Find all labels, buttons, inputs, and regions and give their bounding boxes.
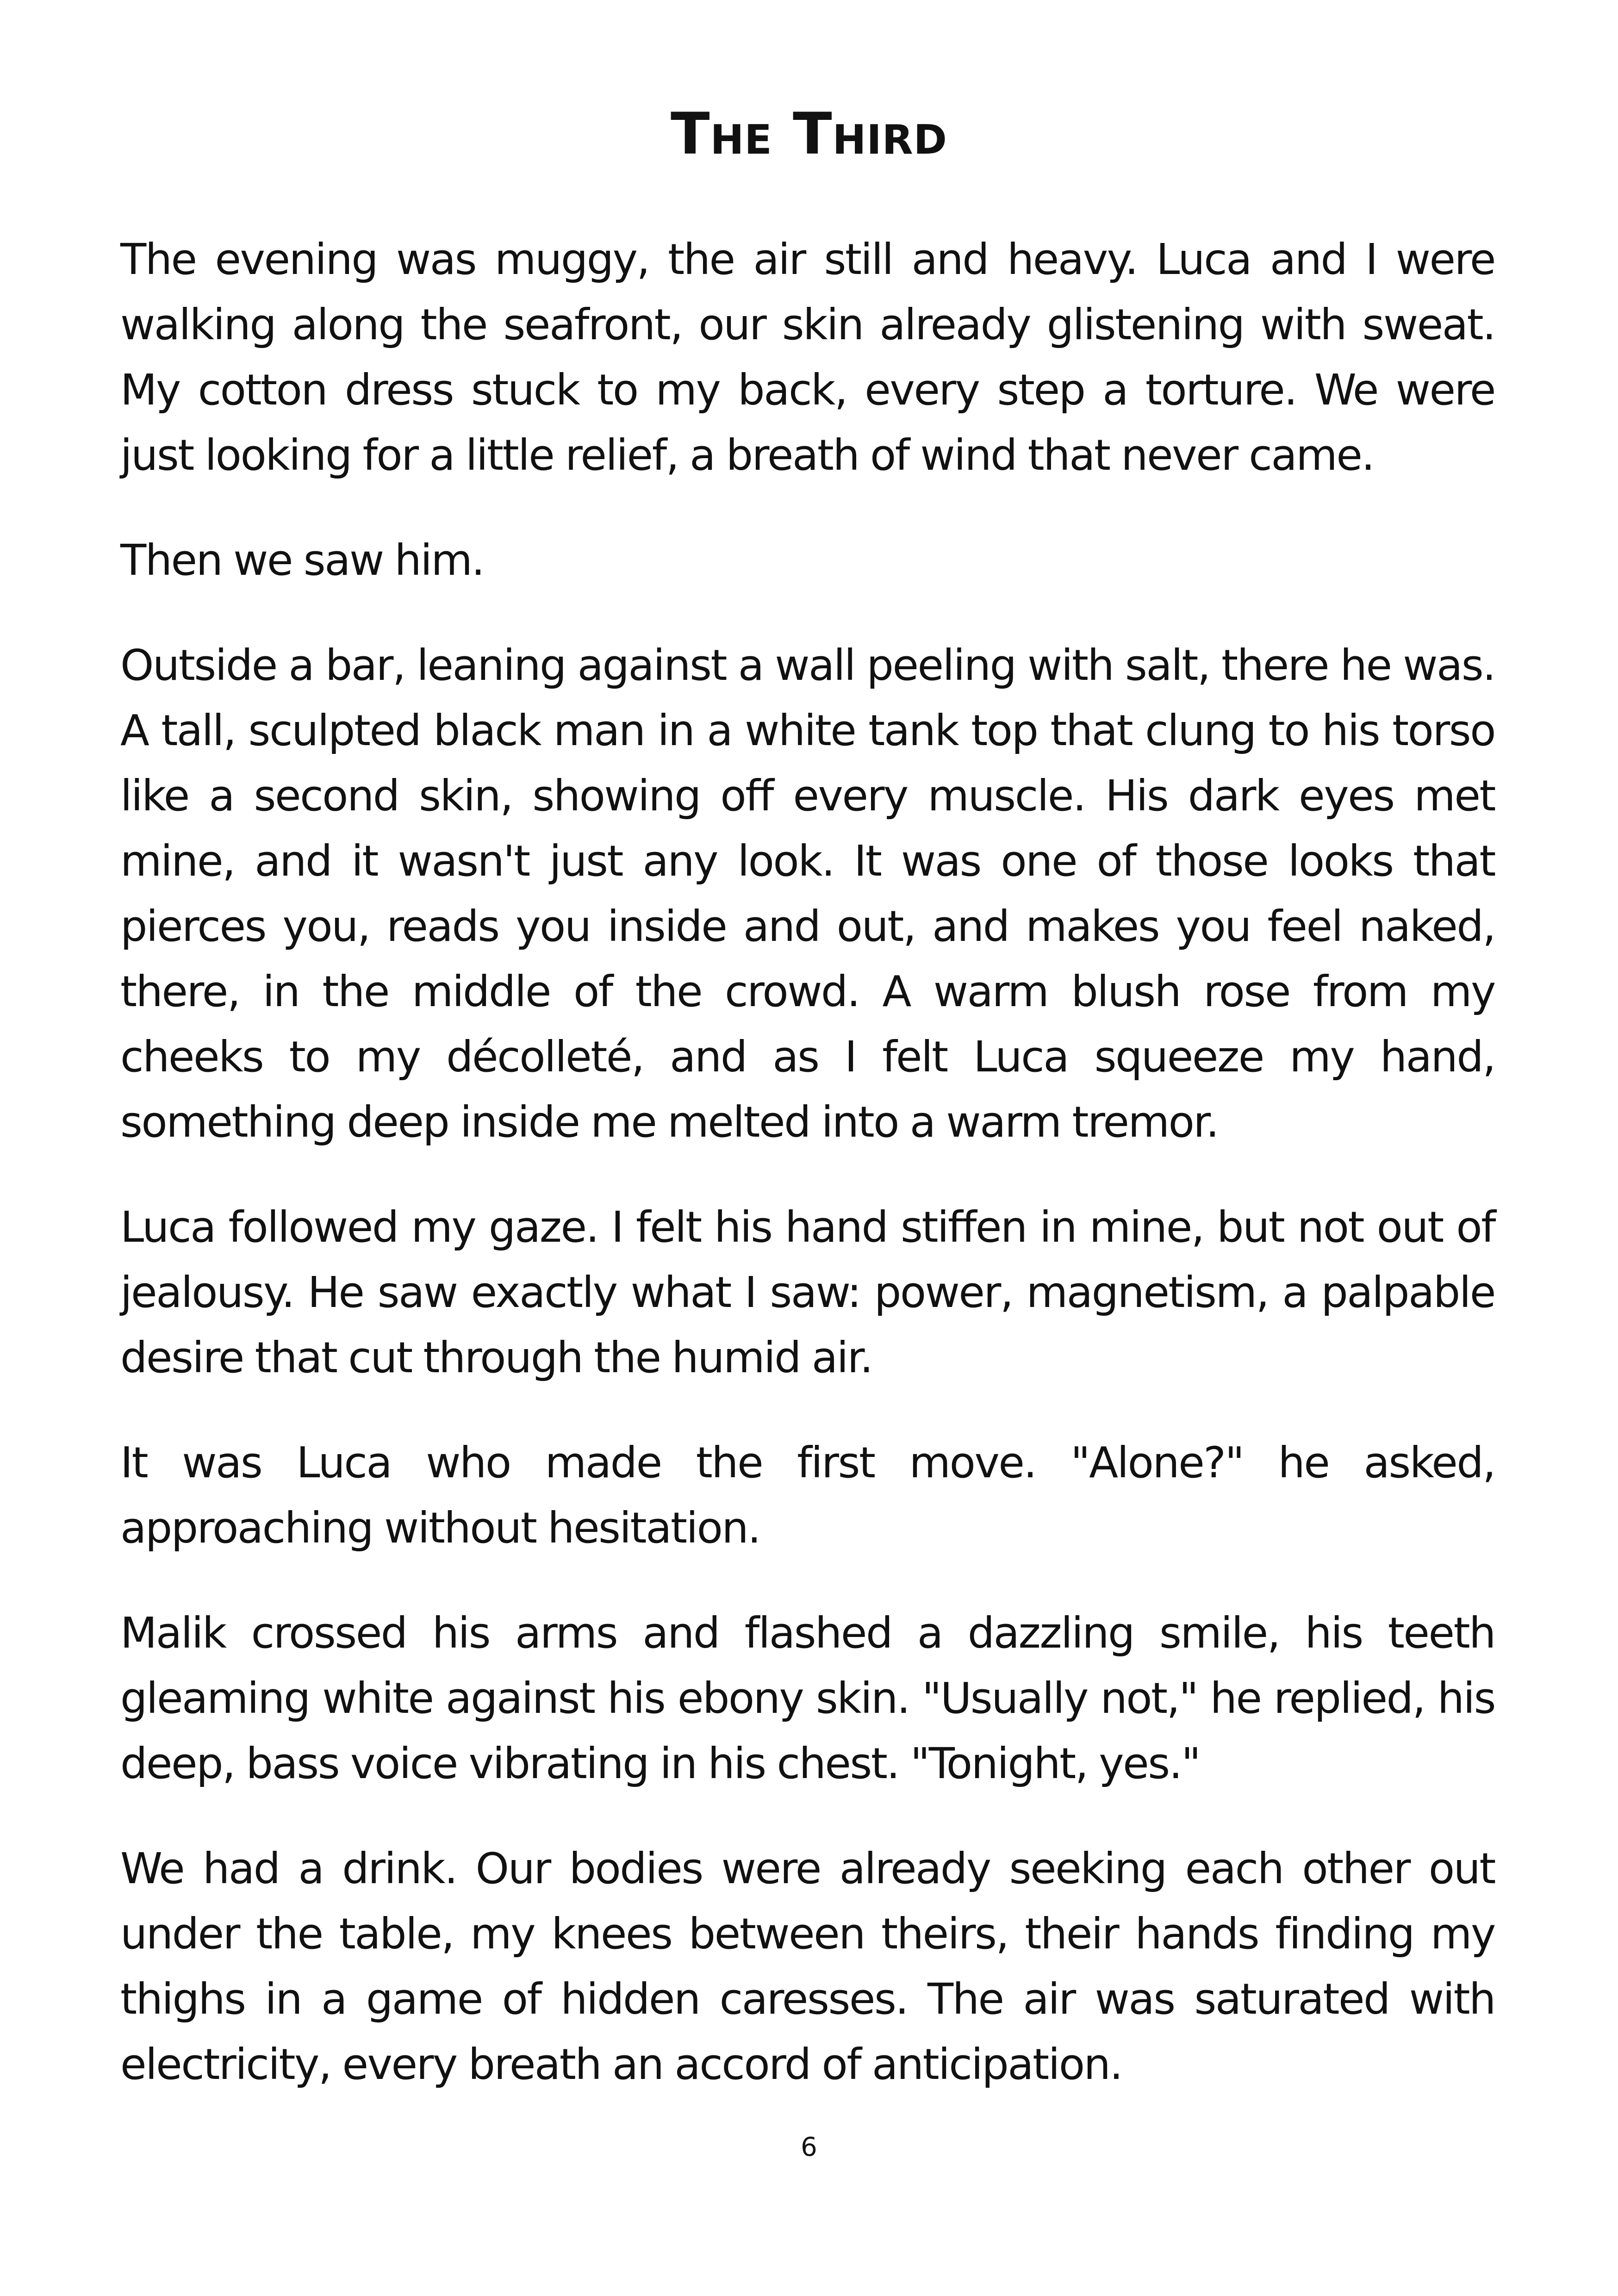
- paragraph: Luca followed my gaze. I felt his hand stiffen in mine, but not out of jealousy. He saw exactly what I saw: power, magnetism, a palpable desire that cut through the humid air.: [120, 1202, 1495, 1382]
- paragraph: It was Luca who made the first move. "Alone?" he asked, approaching without hesitation.: [120, 1438, 1495, 1553]
- body-text: [120, 227, 1495, 2137]
- paragraph: Outside a bar, leaning against a wall peeling with salt, there he was. A tall, sculpted black man in a white tank top that clung to his torso like a second skin, showing off every muscle. His dark eyes met mine, and it wasn't just any look. It was one of those looks that pierces you, reads you inside and out, and makes you feel naked, there, in the middle of the crowd. A warm blush rose from my cheeks to my décolleté, and as I felt Luca squeeze my hand, something deep inside me melted into a warm tremor.: [120, 641, 1495, 1147]
- paragraph: Then we saw him.: [120, 535, 484, 585]
- chapter-title: The Third: [671, 101, 947, 168]
- paragraph: Malik crossed his arms and flashed a dazzling smile, his teeth gleaming white against his ebony skin. "Usually not," he replied, his deep, bass voice vibrating in his chest. "Tonight, yes.": [120, 1608, 1495, 1788]
- paragraph: We had a drink. Our bodies were already seeking each other out under the table, my knees between theirs, their hands finding my thighs in a game of hidden caresses. The air was saturated with electricity, every breath an accord of anticipation.: [120, 1844, 1495, 2089]
- page-number: 6: [801, 2132, 817, 2162]
- paragraph: The evening was muggy, the air still and heavy. Luca and I were walking along the seafront, our skin already glistening with sweat. My cotton dress stuck to my back, every step a torture. We were just looking for a little relief, a breath of wind that never came.: [120, 235, 1495, 480]
